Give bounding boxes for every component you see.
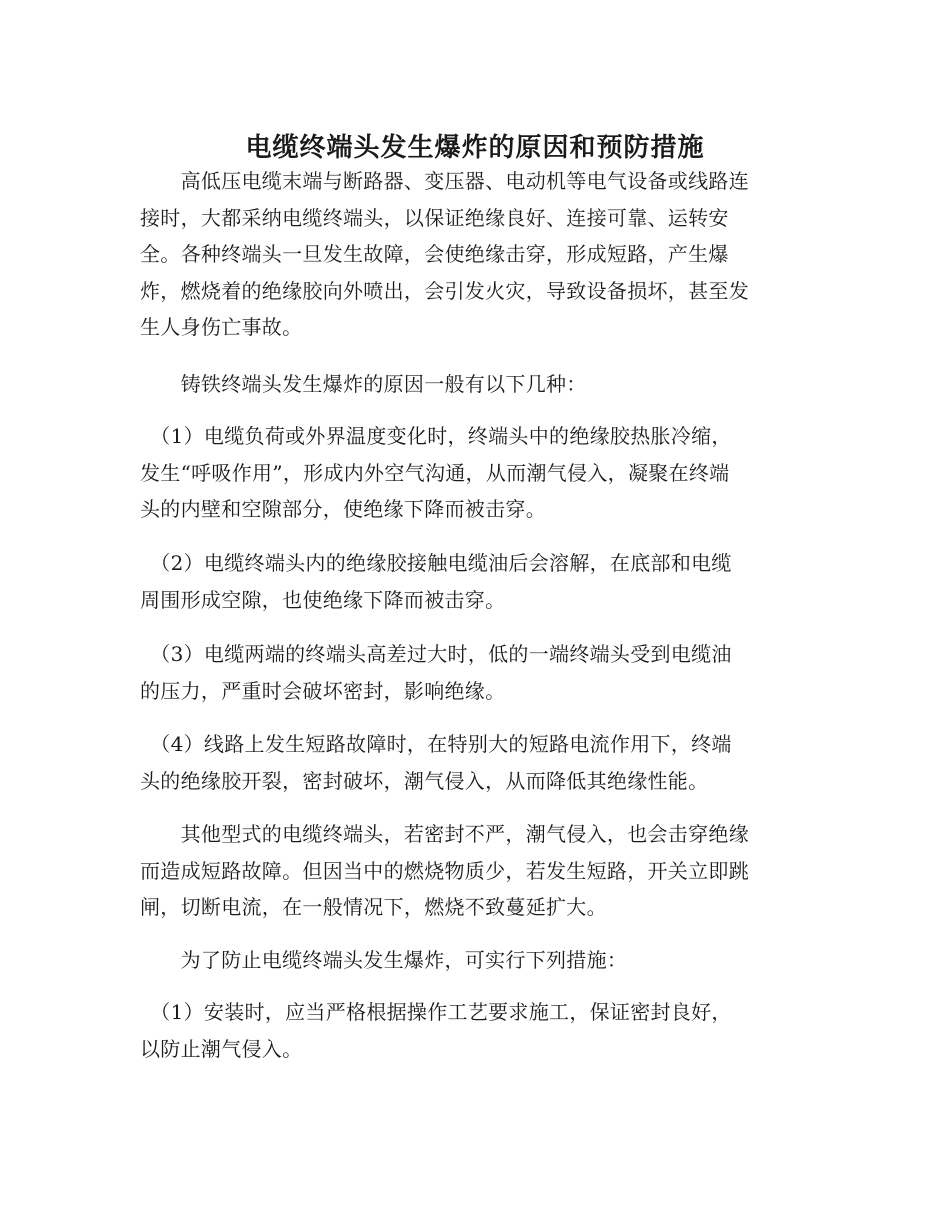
paragraph-measure-1	[140, 994, 810, 1067]
text-line: 的压力，严重时会破坏密封，影响绝缘。	[140, 678, 506, 703]
text-line: 铸铁终端头发生爆炸的原因一般有以下几种：	[140, 372, 587, 396]
paragraph-causes-heading	[140, 366, 810, 403]
paragraph-other-types	[140, 816, 810, 926]
text-line: 而造成短路故障。但因当中的燃烧物质少，若发生短路，开关立即跳	[140, 858, 749, 883]
text-line: （2）电缆终端头内的绝缘胶接触电缆油后会溶解，在底部和电缆	[140, 551, 732, 575]
text-line: 全。各种终端头一旦发生故障，会使绝缘击穿，形成短路，产生爆	[140, 242, 729, 266]
paragraph-cause-3	[140, 636, 810, 709]
paragraph-cause-1	[140, 418, 810, 528]
text-line: （4）线路上发生短路故障时，在特别大的短路电流作用下，终端	[140, 732, 732, 756]
text-line: 生人身伤亡事故。	[140, 315, 303, 339]
paragraph-cause-2	[140, 545, 810, 618]
text-line: 头的绝缘胶开裂，密封破坏，潮气侵入，从而降低其绝缘性能。	[140, 768, 709, 793]
text-line: 炸，燃烧着的绝缘胶向外喷出，会引发火灾，导致设备损坏，甚至发	[140, 278, 749, 303]
text-line: （1）电缆负荷或外界温度变化时，终端头中的绝缘胶热胀冷缩，	[140, 424, 732, 448]
text-line: 为了防止电缆终端头发生爆炸，可实行下列措施：	[140, 948, 628, 972]
paragraph-measures-heading	[140, 942, 810, 979]
text-line: 高低压电缆末端与断路器、变压器、电动机等电气设备或线路连	[140, 169, 749, 193]
paragraph-cause-4	[140, 726, 810, 799]
text-line: 发生“呼吸作用”，形成内外空气沟通，从而潮气侵入，凝聚在终端	[140, 460, 730, 485]
document-title: 电缆终端头发生爆炸的原因和预防措施	[245, 133, 705, 164]
text-line: 周围形成空隙，也使绝缘下降而被击穿。	[140, 587, 506, 612]
text-line: 头的内壁和空隙部分，使绝缘下降而被击穿。	[140, 497, 546, 521]
text-line: 闸，切断电流，在一般情况下，燃烧不致蔓延扩大。	[140, 895, 607, 919]
text-line: （3）电缆两端的终端头高差过大时，低的一端终端头受到电缆油	[140, 642, 732, 666]
paragraph-intro	[140, 163, 810, 346]
text-line: 以防止潮气侵入。	[140, 1036, 303, 1061]
text-line: （1）安装时，应当严格根据操作工艺要求施工，保证密封良好，	[140, 1000, 732, 1024]
text-line: 接时，大都采纳电缆终端头，以保证绝缘良好、连接可靠、运转安	[140, 205, 729, 230]
text-line: 其他型式的电缆终端头，若密封不严，潮气侵入，也会击穿绝缘	[140, 822, 749, 846]
